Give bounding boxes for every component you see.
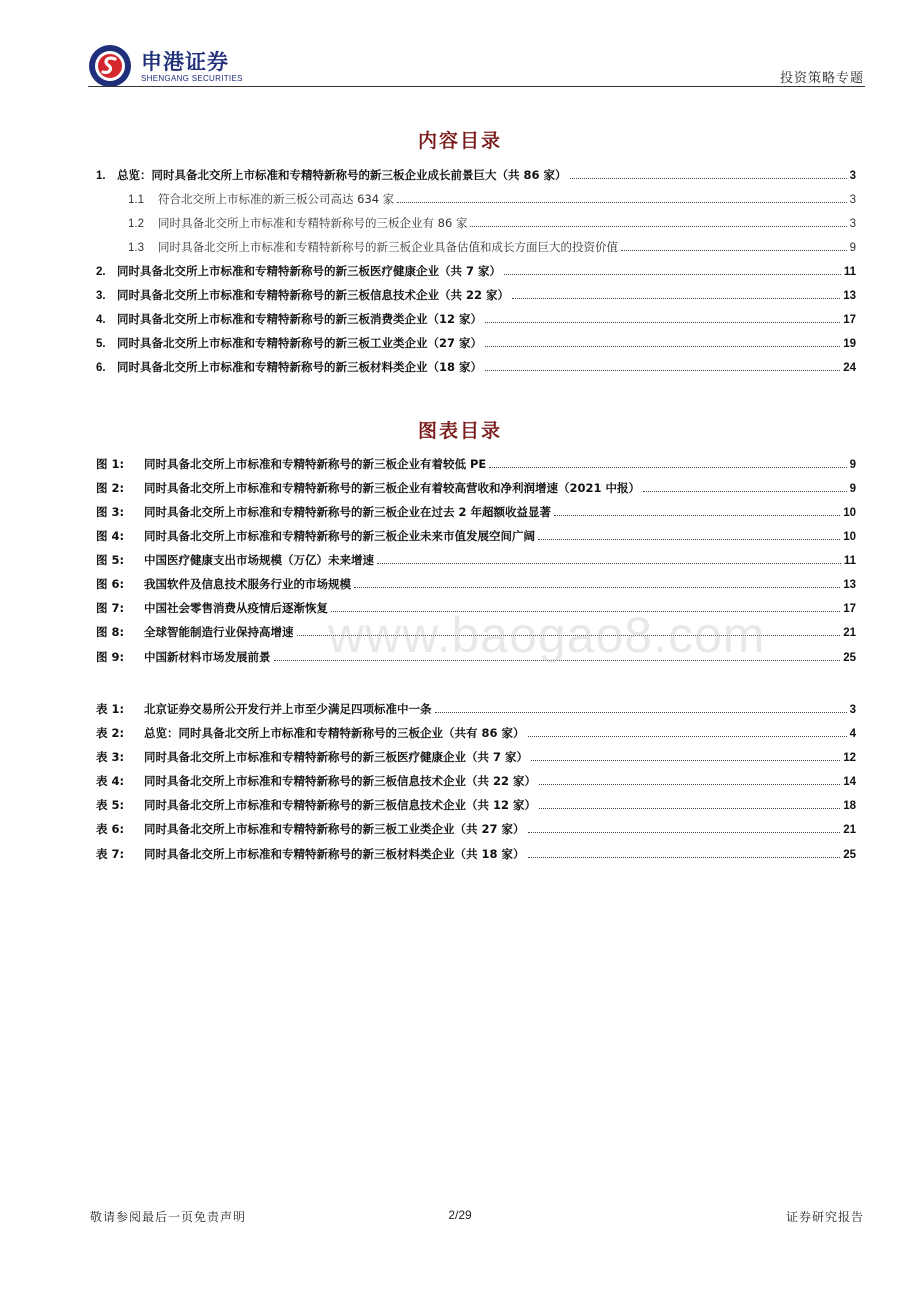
dot-leader bbox=[570, 178, 847, 179]
toc-entry-text: 同时具备北交所上市标准和专精特新称号的新三板医疗健康企业（共 7 家） bbox=[117, 264, 502, 278]
dot-leader bbox=[485, 370, 840, 371]
header-divider bbox=[88, 86, 865, 87]
dot-leader bbox=[377, 563, 841, 564]
disclaimer-note: 敬请参阅最后一页免责声明 bbox=[90, 1210, 247, 1224]
toc-entry[interactable] bbox=[128, 190, 856, 208]
figure-entry-label: 图 2: bbox=[96, 481, 125, 495]
dot-leader bbox=[397, 202, 846, 203]
table-entry[interactable] bbox=[96, 724, 856, 742]
table-entry[interactable] bbox=[96, 700, 856, 718]
figure-entry-text: 中国医疗健康支出市场规模（万亿）未来增速 bbox=[144, 553, 374, 567]
table-entry-page: 14 bbox=[843, 776, 856, 788]
figure-entry-page: 9 bbox=[849, 483, 856, 495]
table-entry-label: 表 4: bbox=[96, 774, 125, 788]
figure-entry-text: 全球智能制造行业保持高增速 bbox=[144, 625, 294, 639]
figure-entry-text: 同时具备北交所上市标准和专精特新称号的新三板企业有着较低 PE bbox=[144, 457, 487, 471]
page-number: 2/29 bbox=[448, 1208, 472, 1222]
table-entry-label: 表 5: bbox=[96, 798, 125, 812]
toc-entry-page: 24 bbox=[843, 362, 856, 374]
toc-entry[interactable] bbox=[96, 310, 856, 328]
table-entry-label: 表 7: bbox=[96, 847, 125, 861]
toc-entry-number: 1. bbox=[96, 170, 106, 182]
figure-entry-label: 图 9: bbox=[96, 650, 125, 664]
figure-entry-label: 图 5: bbox=[96, 553, 125, 567]
figure-entry-label: 图 8: bbox=[96, 625, 125, 639]
toc-entry-number: 1.1 bbox=[128, 194, 144, 206]
dot-leader bbox=[528, 736, 847, 737]
figure-entry-page: 21 bbox=[843, 627, 856, 639]
toc-entry-text: 同时具备北交所上市标准和专精特新称号的新三板消费类企业（12 家） bbox=[117, 312, 483, 326]
table-entry-label: 表 2: bbox=[96, 726, 125, 740]
toc-entry[interactable] bbox=[128, 238, 856, 256]
figure-entry-page: 10 bbox=[843, 507, 856, 519]
figure-entry[interactable] bbox=[96, 527, 856, 545]
toc-entry-text: 同时具备北交所上市标准和专精特新称号的三板企业有 86 家 bbox=[158, 216, 468, 230]
report-category: 证券研究报告 bbox=[785, 1210, 864, 1224]
figure-entry-text: 同时具备北交所上市标准和专精特新称号的新三板企业有着较高营收和净利润增速（2021 中报） bbox=[144, 481, 641, 495]
dot-leader bbox=[512, 298, 840, 299]
toc-entry-page: 11 bbox=[843, 266, 856, 278]
table-entry-label: 表 3: bbox=[96, 750, 125, 764]
dot-leader bbox=[643, 491, 847, 492]
figure-entry[interactable] bbox=[96, 503, 856, 521]
toc-entry-number: 6. bbox=[96, 362, 106, 374]
brand-name: 申港证券 bbox=[141, 50, 229, 74]
toc-entry[interactable] bbox=[96, 262, 856, 280]
table-entry-text: 同时具备北交所上市标准和专精特新称号的新三板信息技术企业（共 12 家） bbox=[144, 798, 537, 812]
figure-entry-page: 13 bbox=[843, 579, 856, 591]
table-entry[interactable] bbox=[96, 772, 856, 790]
toc-entry[interactable] bbox=[96, 358, 856, 376]
figure-entry[interactable] bbox=[96, 479, 856, 497]
toc-entry-number: 5. bbox=[96, 338, 106, 350]
table-entry-text: 同时具备北交所上市标准和专精特新称号的新三板信息技术企业（共 22 家） bbox=[144, 774, 537, 788]
toc-entry-page: 3 bbox=[849, 170, 856, 182]
table-entry-text: 北京证券交易所公开发行并上市至少满足四项标准中一条 bbox=[144, 702, 432, 716]
figure-entry-label: 图 7: bbox=[96, 601, 125, 615]
table-entry[interactable] bbox=[96, 796, 856, 814]
figure-entry[interactable] bbox=[96, 575, 856, 593]
table-entry-text: 同时具备北交所上市标准和专精特新称号的新三板材料类企业（共 18 家） bbox=[144, 847, 525, 861]
figure-entry-page: 17 bbox=[843, 603, 856, 615]
figure-entry-label: 图 4: bbox=[96, 529, 125, 543]
table-entry[interactable] bbox=[96, 845, 856, 863]
toc-entry-page: 13 bbox=[843, 290, 856, 302]
dot-leader bbox=[621, 250, 847, 251]
dot-leader bbox=[435, 712, 847, 713]
dot-leader bbox=[539, 784, 840, 785]
toc-entry-number: 1.3 bbox=[128, 242, 144, 254]
dot-leader bbox=[554, 515, 840, 516]
toc-entry[interactable] bbox=[96, 166, 856, 184]
table-entry-page: 25 bbox=[843, 849, 856, 861]
toc-entry-number: 1.2 bbox=[128, 218, 144, 230]
toc-entry-number: 3. bbox=[96, 290, 106, 302]
figure-list-title: 图表目录 bbox=[417, 420, 502, 442]
figure-entry-text: 中国新材料市场发展前景 bbox=[144, 650, 271, 664]
shengang-logo-icon bbox=[88, 44, 132, 88]
figure-entry-label: 图 3: bbox=[96, 505, 125, 519]
table-entry-page: 3 bbox=[849, 704, 856, 716]
toc-entry-page: 17 bbox=[843, 314, 856, 326]
toc-title: 内容目录 bbox=[417, 130, 502, 152]
figure-entry-page: 11 bbox=[843, 555, 856, 567]
dot-leader bbox=[354, 587, 840, 588]
figure-entry-label: 图 1: bbox=[96, 457, 125, 471]
figure-entry-text: 同时具备北交所上市标准和专精特新称号的新三板企业在过去 2 年超额收益显著 bbox=[144, 505, 552, 519]
dot-leader bbox=[485, 322, 840, 323]
toc-entry-page: 3 bbox=[849, 194, 856, 206]
report-type: 投资策略专题 bbox=[779, 71, 864, 86]
dot-leader bbox=[528, 832, 841, 833]
toc-entry-page: 19 bbox=[843, 338, 856, 350]
dot-leader bbox=[489, 467, 846, 468]
figure-entry[interactable] bbox=[96, 455, 856, 473]
table-entry-page: 4 bbox=[849, 728, 856, 740]
table-entry-text: 同时具备北交所上市标准和专精特新称号的新三板医疗健康企业（共 7 家） bbox=[144, 750, 529, 764]
figure-entry-page: 10 bbox=[843, 531, 856, 543]
dot-leader bbox=[531, 760, 840, 761]
toc-entry-page: 3 bbox=[849, 218, 856, 230]
table-entry-label: 表 6: bbox=[96, 822, 125, 836]
table-entry[interactable] bbox=[96, 748, 856, 766]
figure-entry-page: 25 bbox=[843, 652, 856, 664]
dot-leader bbox=[485, 346, 840, 347]
toc-entry-text: 同时具备北交所上市标准和专精特新称号的新三板企业具备估值和成长方面巨大的投资价值 bbox=[158, 240, 618, 254]
toc-entry-number: 4. bbox=[96, 314, 106, 326]
dot-leader bbox=[539, 808, 840, 809]
watermark: www.baogao8.com bbox=[328, 607, 766, 663]
brand-name-english: SHENGANG SECURITIES bbox=[141, 74, 243, 83]
toc-entry-text: 同时具备北交所上市标准和专精特新称号的新三板工业类企业（27 家） bbox=[117, 336, 483, 350]
toc-entry-page: 9 bbox=[849, 242, 856, 254]
table-entry-page: 21 bbox=[843, 824, 856, 836]
dot-leader bbox=[470, 226, 846, 227]
table-entry-page: 18 bbox=[843, 800, 856, 812]
dot-leader bbox=[504, 274, 841, 275]
table-entry-page: 12 bbox=[843, 752, 856, 764]
toc-entry[interactable] bbox=[128, 214, 856, 232]
table-entry-text: 总览：同时具备北交所上市标准和专精特新称号的三板企业（共有 86 家） bbox=[144, 726, 525, 740]
figure-entry-text: 中国社会零售消费从疫情后逐渐恢复 bbox=[144, 601, 328, 615]
toc-entry[interactable] bbox=[96, 286, 856, 304]
toc-entry-text: 同时具备北交所上市标准和专精特新称号的新三板信息技术企业（共 22 家） bbox=[117, 288, 510, 302]
dot-leader bbox=[528, 857, 841, 858]
toc-entry-number: 2. bbox=[96, 266, 106, 278]
figure-entry-text: 我国软件及信息技术服务行业的市场规模 bbox=[144, 577, 351, 591]
table-entry[interactable] bbox=[96, 820, 856, 838]
figure-entry[interactable] bbox=[96, 551, 856, 569]
toc-entry-text: 符合北交所上市标准的新三板公司高达 634 家 bbox=[158, 192, 395, 206]
table-entry-label: 表 1: bbox=[96, 702, 125, 716]
dot-leader bbox=[538, 539, 840, 540]
toc-entry[interactable] bbox=[96, 334, 856, 352]
figure-entry-label: 图 6: bbox=[96, 577, 125, 591]
figure-entry-text: 同时具备北交所上市标准和专精特新称号的新三板企业未来市值发展空间广阔 bbox=[144, 529, 535, 543]
table-entry-text: 同时具备北交所上市标准和专精特新称号的新三板工业类企业（共 27 家） bbox=[144, 822, 525, 836]
figure-entry-page: 9 bbox=[849, 459, 856, 471]
toc-entry-text: 总览：同时具备北交所上市标准和专精特新称号的新三板企业成长前景巨大（共 86 家） bbox=[117, 168, 567, 182]
page-header bbox=[88, 40, 864, 90]
toc-entry-text: 同时具备北交所上市标准和专精特新称号的新三板材料类企业（18 家） bbox=[117, 360, 483, 374]
